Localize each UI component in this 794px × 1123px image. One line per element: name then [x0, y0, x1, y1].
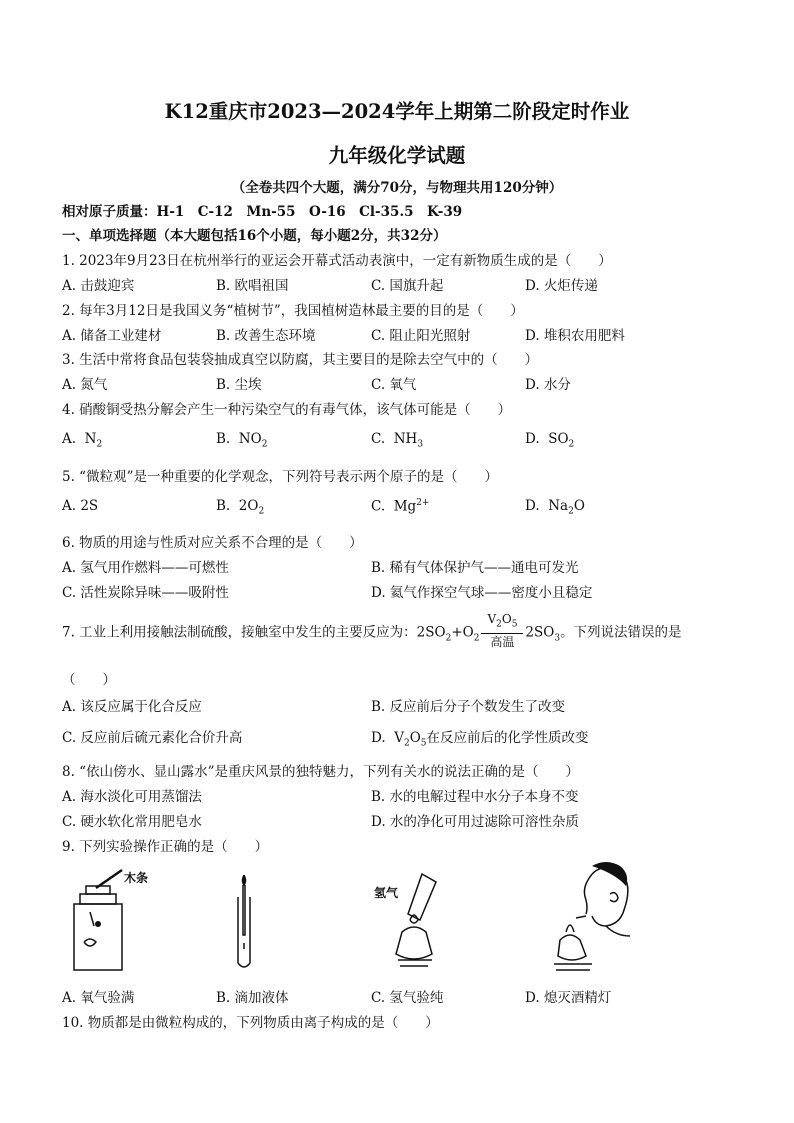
q8-option-b[interactable]: B. 水的电解过程中水分子本身不变: [371, 789, 579, 805]
q9-option-d[interactable]: D. 熄灭酒精灯: [525, 990, 612, 1006]
q7-option-a[interactable]: A. 该反应属于化合反应: [62, 699, 202, 715]
exam-title: K12重庆市2023—2024学年上期第二阶段定时作业: [164, 100, 630, 123]
question-4-stem: 4. 硝酸铜受热分解会产生一种污染空气的有毒气体，该气体可能是（ ）: [62, 402, 512, 418]
atomic-mass-line: 相对原子质量：H-1 C-12 Mn-55 O-16 Cl-35.5 K-39: [62, 204, 463, 220]
q7-option-b[interactable]: B. 反应前后分子个数发生了改变: [371, 699, 566, 715]
q6-option-a[interactable]: A. 氢气用作燃料——可燃性: [62, 560, 229, 576]
q5-option-a[interactable]: A. 2S: [62, 498, 99, 514]
q4-option-c[interactable]: C. $NH_3$: [371, 431, 424, 450]
q4-option-a[interactable]: A. $N_2$: [62, 431, 103, 450]
q6-option-c[interactable]: C. 活性炭除异味——吸附性: [62, 585, 229, 601]
q2-option-d[interactable]: D. 堆积农用肥料: [525, 328, 625, 344]
reaction-equation: $2SO_2+O_2$ $\frac{V_2O_5}{\text{高温}}$ $2SO_3$: [416, 612, 561, 650]
reaction-condition: $\frac{V_2O_5}{\text{高温}}$: [481, 611, 523, 651]
label-stick: 木条: [124, 871, 149, 885]
figure-oxygen-test-full: [60, 866, 170, 978]
q4-option-d[interactable]: D. $SO_2$: [525, 431, 575, 450]
question-5-stem: 5. “微粒观”是一种重要的化学观念，下列符号表示两个原子的是（ ）: [62, 469, 498, 485]
q5-option-d[interactable]: D. $Na_2O$: [525, 498, 585, 517]
q5-option-b[interactable]: B. $2O_2$: [216, 498, 265, 517]
q1-option-a[interactable]: A. 击鼓迎宾: [62, 278, 135, 294]
label-hydrogen: 氢气: [374, 886, 399, 900]
q2-option-b[interactable]: B. 改善生态环境: [216, 328, 316, 344]
q9-option-b[interactable]: B. 滴加液体: [216, 990, 289, 1006]
figure-extinguish-lamp: [548, 860, 638, 976]
question-6-stem: 6. 物质的用途与性质对应关系不合理的是（ ）: [62, 535, 363, 551]
q5-option-c[interactable]: C. $Mg^{2+}$: [371, 498, 430, 515]
q7-option-c[interactable]: C. 反应前后硫元素化合价升高: [62, 730, 243, 746]
q6-option-d[interactable]: D. 氦气作探空气球——密度小且稳定: [371, 585, 593, 601]
exam-note: （全卷共四个大题，满分70分，与物理共用120分钟）: [231, 180, 563, 196]
q8-option-c[interactable]: C. 硬水软化常用肥皂水: [62, 814, 202, 830]
q4-option-b[interactable]: B. $NO_2$: [216, 431, 268, 450]
q3-option-a[interactable]: A. 氮气: [62, 377, 108, 393]
question-1-stem: 1. 2023年9月23日在杭州举行的亚运会开幕式活动表演中，一定有新物质生成的是（ ）: [62, 253, 612, 269]
section-heading: 一、单项选择题（本大题包括16个小题，每小题2分，共32分）: [62, 228, 447, 244]
q9-option-c[interactable]: C. 氢气验纯: [371, 990, 444, 1006]
q8-option-a[interactable]: A. 海水淡化可用蒸馏法: [62, 789, 202, 805]
q3-option-c[interactable]: C. 氧气: [371, 377, 417, 393]
question-8-stem: 8. “依山傍水、显山露水”是重庆风景的独特魅力，下列有关水的说法正确的是（ ）: [62, 764, 579, 780]
figure-dropper: [232, 875, 256, 973]
q8-option-d[interactable]: D. 水的净化可用过滤除可溶性杂质: [371, 814, 579, 830]
q2-option-c[interactable]: C. 阻止阳光照射: [371, 328, 471, 344]
q3-option-d[interactable]: D. 水分: [525, 377, 571, 393]
exam-subtitle: 九年级化学试题: [328, 144, 466, 167]
q3-option-b[interactable]: B. 尘埃: [216, 377, 262, 393]
question-7-paren: （ ）: [62, 672, 116, 688]
q6-option-b[interactable]: B. 稀有气体保护气——通电可发光: [371, 560, 579, 576]
q1-option-c[interactable]: C. 国旗升起: [371, 278, 444, 294]
q1-option-b[interactable]: B. 欧唱祖国: [216, 278, 289, 294]
q2-option-a[interactable]: A. 储备工业建材: [62, 328, 162, 344]
q9-option-a[interactable]: A. 氧气验满: [62, 990, 135, 1006]
question-3-stem: 3. 生活中常将食品包装袋抽成真空以防腐，其主要目的是除去空气中的（ ）: [62, 352, 539, 368]
question-9-stem: 9. 下列实验操作正确的是（ ）: [62, 839, 269, 855]
question-7-stem: 7. 工业上利用接触法制硫酸，接触室中发生的主要反应为：$2SO_2+O_2$ $\frac{V_2O_5}{\text{高温}}$ $2SO_3$。下列说法错误的是: [62, 613, 682, 653]
question-2-stem: 2. 每年3月12日是我国义务“植树节”，我国植树造林最主要的目的是（ ）: [62, 303, 524, 319]
q1-option-d[interactable]: D. 火炬传递: [525, 278, 598, 294]
q7-option-d[interactable]: D. $V_2O_5$在反应前后的化学性质改变: [371, 730, 589, 749]
question-10-stem: 10. 物质都是由微粒构成的，下列物质由离子构成的是（ ）: [62, 1015, 439, 1031]
